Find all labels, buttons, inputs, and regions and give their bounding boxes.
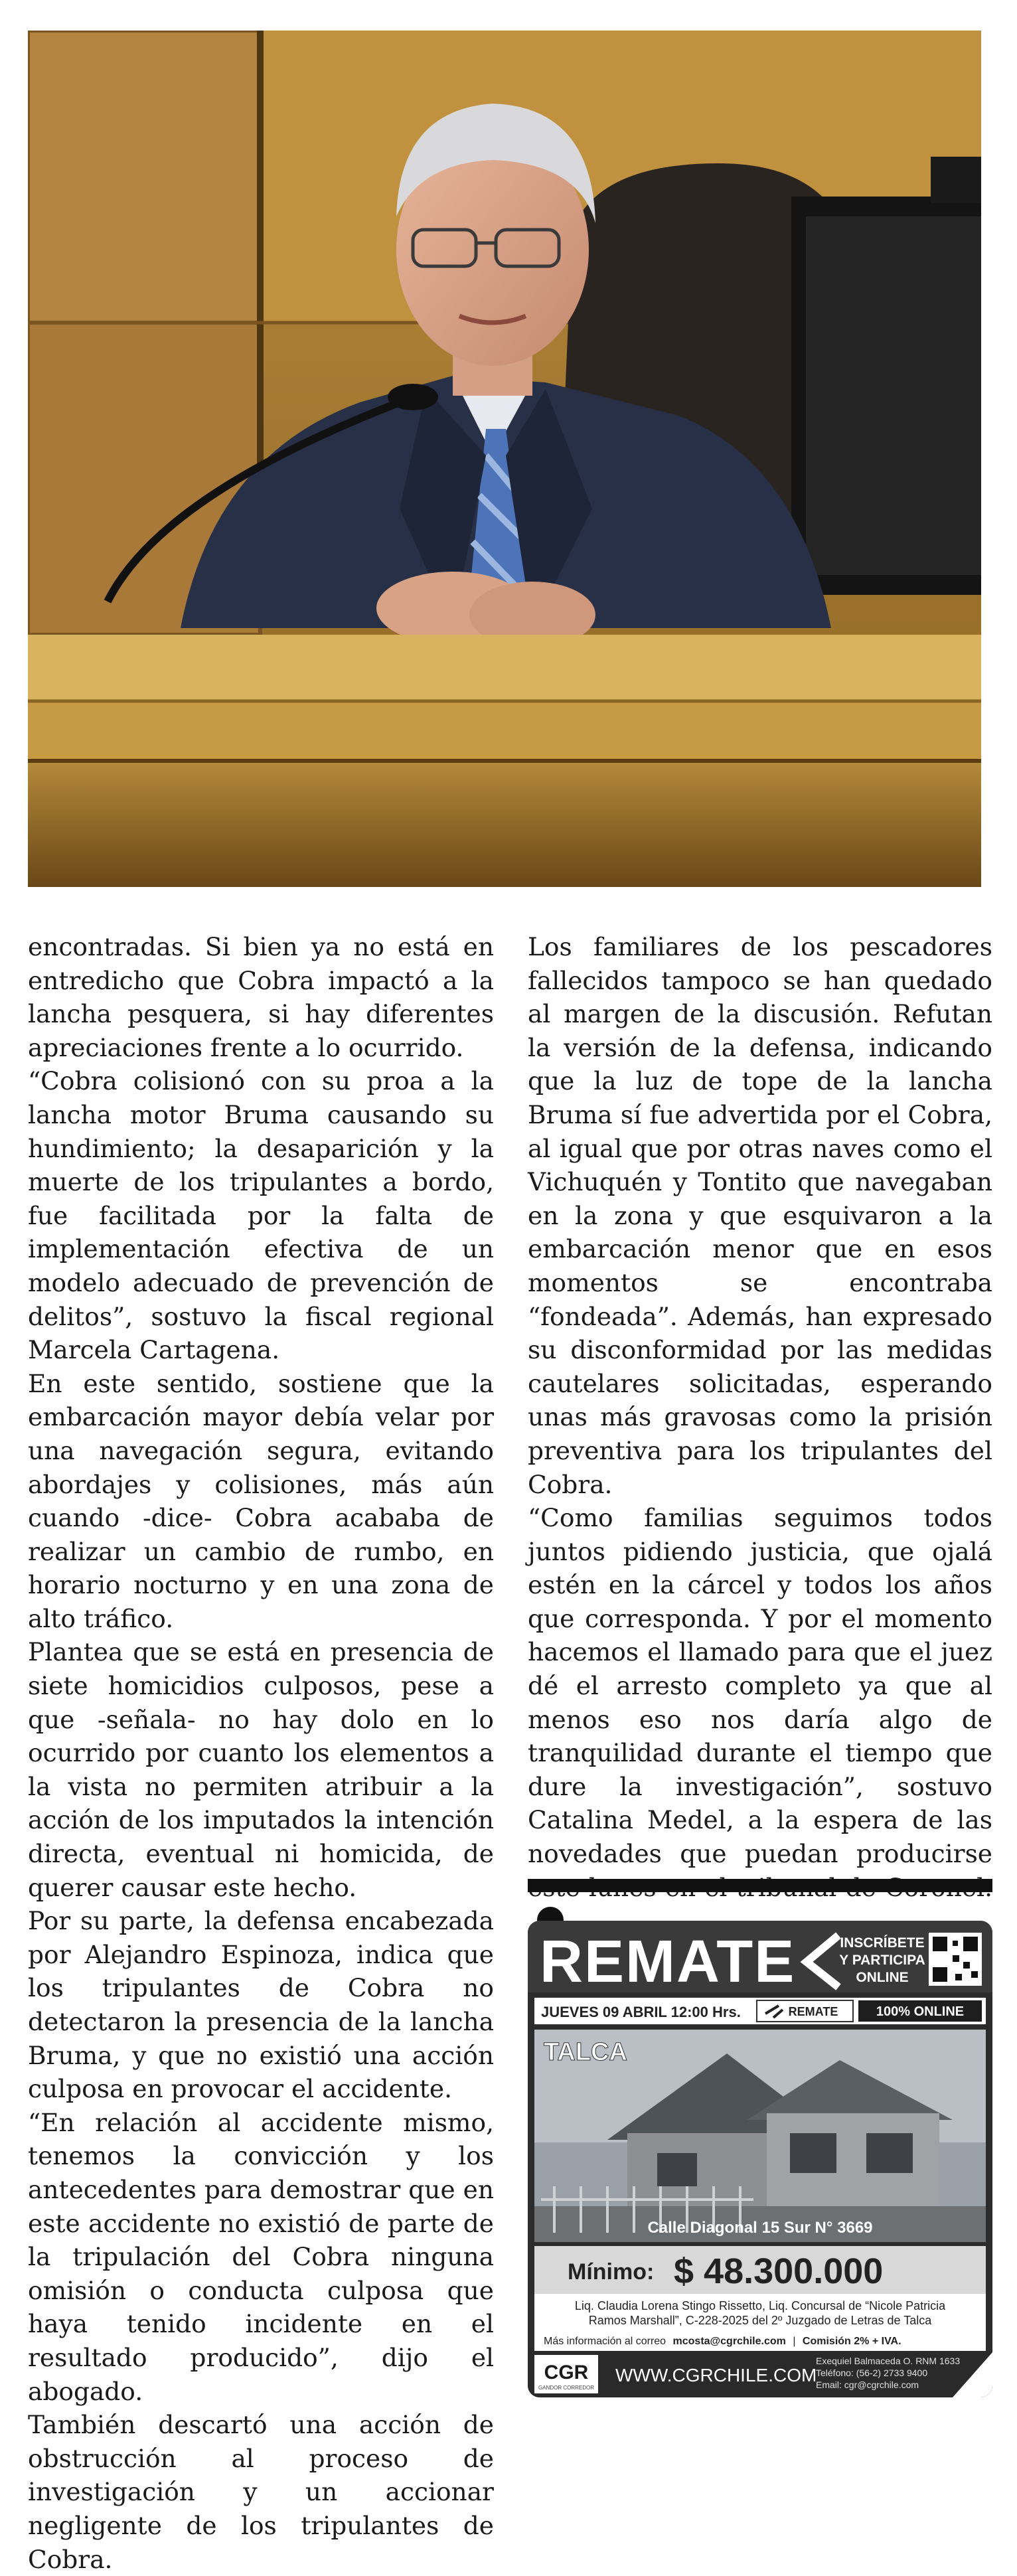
paragraph-final [528,1501,992,1938]
paragraph: Por su parte, la defensa encabezada por Alejandro Espinoza, indica que los tripulantes de Cobra no detectaron la presencia de la lancha Bruma, y que no existió una acción culposa en provocar el accidente. [28,1906,494,2104]
ad-info-email: mcosta@cgrchile.com [672,2336,786,2347]
auction-advertisement [528,1921,992,2397]
ad-info-commission: Comisión 2% + IVA. [802,2336,901,2347]
paragraph-final-text: “Como familias seguimos todos juntos pidiendo justicia, que ojalá estén en la cárcel y todos los años que corresponda. Y por el momento hacemos el llamado para que el juez dé el arresto completo ya que al menos eso nos daría algo de tranquilidad durante el tiempo que dure la investigación”, sostuvo Catalina Medel, a la espera de las novedades que puedan producirse [528,1503,992,1869]
ad-min-label: Mínimo: [568,2259,655,2285]
ad-info-line: Más información al correo mcosta@cgrchile.com | Comisión 2% + IVA. [544,2336,901,2347]
ad-address: Calle Diagonal 15 Sur N° 3669 [647,2219,873,2237]
ad-cta-line-1: INSCRÍBETE [840,1935,925,1951]
paragraph: “En relación al accidente mismo, tenemos la convicción y los antecedentes para demostrar que en este accidente no existió de parte de la tripulación del Cobra ninguna omisión o conducta culposa que haya tenido incidente en el resultado producido”, dijo el abogado. [28,2107,494,2406]
ad-contact-line-2: Teléfono: (56-2) 2733 9400 [816,2368,928,2378]
auction-ad-artwork [528,1921,992,2397]
ad-title: REMATE [540,1929,796,1995]
paragraph: También descartó una acción de obstrucción al proceso de investigación y un accionar negligente de los tripulantes de Cobra. [28,2410,494,2574]
ad-date: JUEVES 09 ABRIL 12:00 Hrs. [541,2004,741,2020]
ad-cta-line-2: Y PARTICIPA [839,1953,925,1968]
qr-code-icon [929,1933,982,1986]
article-column-left [28,930,494,2576]
paragraph: Plantea que se está en presencia de siete homicidios culposos, pese a que -señala- no hay dolo en lo ocurrido por cuanto los elementos a la vista no permiten atribuir a la acción de los imputados la intención directa, eventual ni homicida, de querer causar este hecho. [28,1637,494,1902]
paragraph: Los familiares de los pescadores fallecidos tampoco se han quedado al margen de la discusión. Refutan la versión de la defensa, indicando que la luz de tope de la lancha Bruma sí fue advertida por el Cobra, al igual que por otras naves como el Vichuquén y Tontito que navegaban en la zona y que esquivaron a la embarcación menor que en esos momentos se encontraba “fondeada”. Además, han expresado su disconformidad por las medidas cautelares solicitadas, esperando unas más gravosas como la prisión preventiva para los tripulantes del Cobra. [528,932,992,1499]
ad-cta-line-3: ONLINE [856,1970,909,1985]
ad-contact-line-1: Exequiel Balmaceda O. RNM 1633 [816,2356,961,2366]
ad-logo-sub: GANDOR CORREDOR [538,2385,595,2391]
ad-min-value: $ 48.300.000 [674,2251,884,2291]
paragraph: En este sentido, sostiene que la embarcación mayor debía velar por una navegación segura, evitando abordajes y colisiones, más aún cuando -dice- Cobra acababa de realizar un cambio de rumbo, en horario nocturno y en una zona de alto tráfico. [28,1368,494,1633]
ad-online-badge: 100% ONLINE [876,2004,965,2019]
ad-website: WWW.CGRCHILE.COM [615,2365,817,2385]
paragraph: “Cobra colisionó con su proa a la lancha motor Bruma causando su hundimiento; la desaparición y la muerte de los tripulantes a bordo, fue facilitada por la falta de implementación efectiva de un modelo adecuado de prevención de delitos”, sostuvo la fiscal regional Marcela Cartagena. [28,1066,494,1365]
ad-info-prefix: Más información al correo [544,2336,666,2347]
ad-legal-line-2: Ramos Marshall”, C-228-2025 del 2º Juzgado de Letras de Talca [588,2314,932,2327]
section-divider-rule [528,1879,992,1892]
ad-legal-line-1: Liq. Claudia Lorena Stingo Rissetto, Liq. Concursal de “Nicole Patricia [574,2299,946,2312]
ad-brand-tag: REMATE [788,2005,838,2018]
article-column-right [528,930,992,1938]
paragraph: encontradas. Si bien ya no está en entredicho que Cobra impactó a la lancha pesquera, si hay diferentes apreciaciones frente a lo ocurrido. [28,932,494,1062]
ad-logo: CGR [544,2362,589,2383]
ad-city: TALCA [544,2038,627,2066]
speaker-at-bench-illustration [28,31,981,887]
article-photo [28,31,981,887]
ad-contact-line-3: Email: cgr@cgrchile.com [816,2379,919,2390]
